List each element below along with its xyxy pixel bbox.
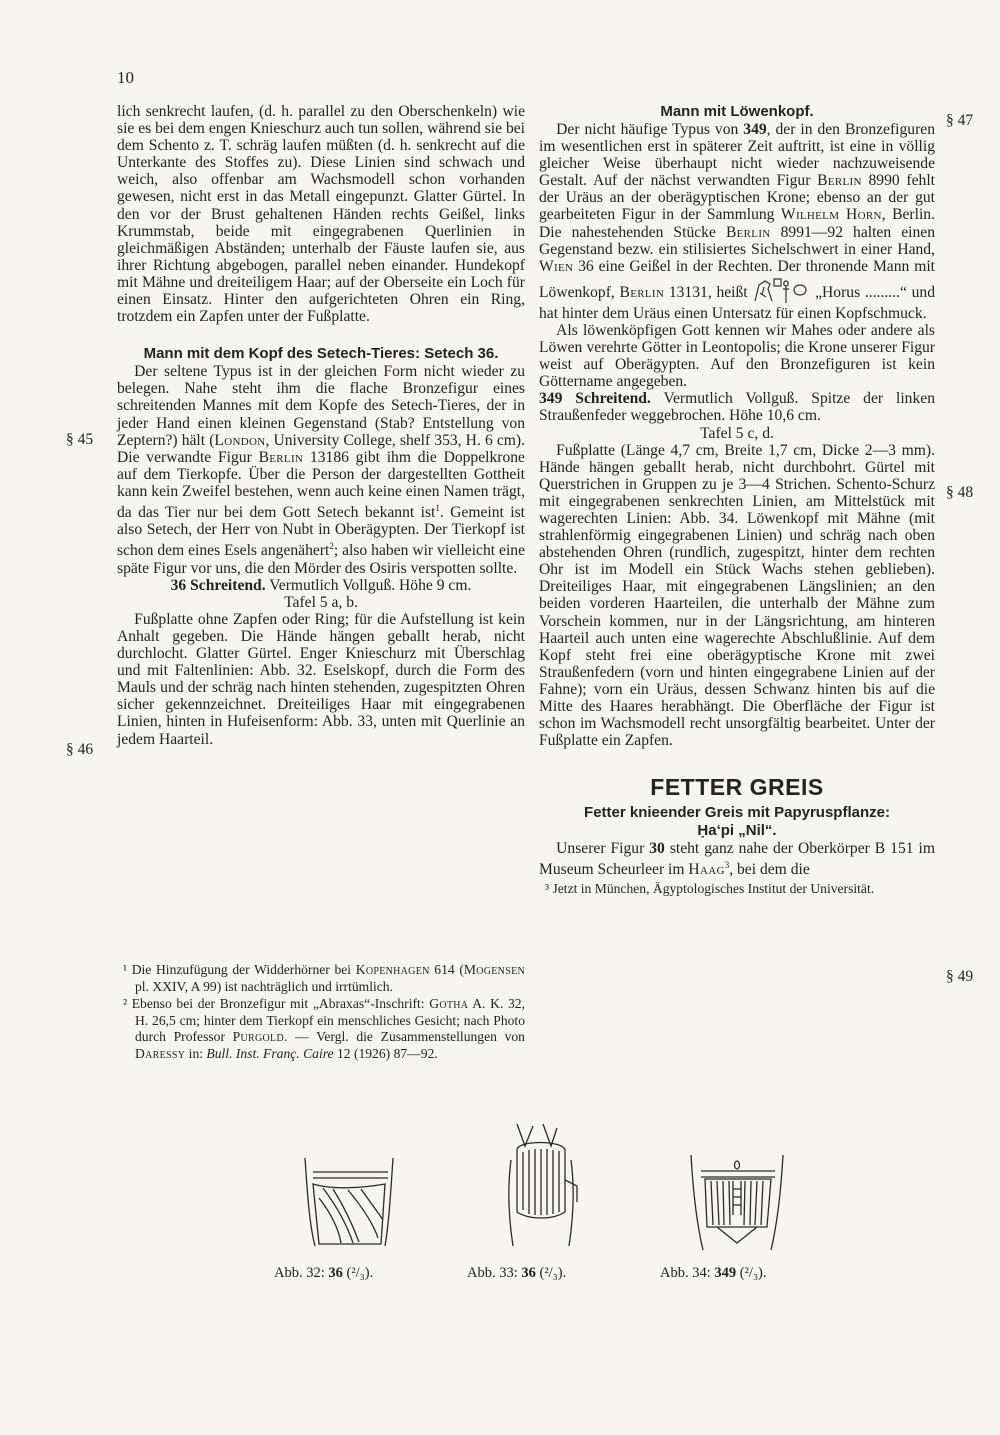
paragraph: Der seltene Typus ist in der gleichen Form nicht wieder zu belegen. Nahe steht ihm die flache Bronzefigur eines schreitenden Mannes mit dem Kopfe des Setech-Tieres, der in jeder Hand einen kleinen Gegenstand (Stab? Entstellung von Zeptern?) hält (London, University College, shelf 353, H. 6 cm). Die verwandte Figur Berlin 13186 gibt ihm die Doppelkrone auf dem Tierkopfe. Über die Person der dargestellten Gottheit kann kein Zweifel bestehen, wenn auch keine einen Namen trägt, da das Tier nur bei dem Gott Setech bekannt ist$^1$. Gemeint ist also Setech, der Herr von Nubt in Oberägypten. Der Tierkopf ist schon dem eines Esels angenähert$^2$; also haben wir vielleicht eine späte Figur vor uns, die den Mörder des Osiris verspotten sollte. — [117, 363, 525, 577]
footnotes — [117, 962, 525, 1063]
section-heading-45: Mann mit dem Kopf des Setech-Tieres: Setech 36. — [143, 345, 499, 363]
section-marker-47: § 47 — [946, 112, 974, 129]
section-marker-49: § 49 — [946, 968, 974, 985]
figure-abb-34 — [683, 1145, 793, 1255]
caption-abb-32: Abb. 32: 36 (²/₃). — [274, 1265, 374, 1281]
hieroglyph-icon — [752, 275, 810, 305]
paragraph: Fußplatte (Länge 4,7 cm, Breite 1,7 cm, Dicke 2—3 mm). Hände hängen geballt herab, nicht durchbohrt. Gürtel mit Querstrichen in Gruppen zu je 3—4 Strichen. Schento-Schurz mit eingegrabenen senkrechten Linien, am Mittelstück mit wagerechten Linien: Abb. 34. Löwenkopf mit Mähne (mit strahlenförmig eingegrabenen Linien) und schräg nach oben abstehenden Ohren (rundlich, zugespitzt, hinter dem rechten Ohr ist im Modell ein Stück Wachs stehen geblieben). Dreiteiliges Haar, mit eingegrabenen Längslinien; an den beiden vorderen Haarteilen, die unterhalb der Mähne zum Vorschein kommen, nur in der Längsrichtung, am hinteren Haarteil auch unten eine wagerechte Abschlußlinie. Auf dem Kopf steht frei eine oberägyptische Krone mit zwei Straußenfedern (vorn und hinten eingegrabene Linien auf der Fahne); vorn ein Uräus, dessen Schwanz hinten bis auf die Mitte des Haares herabhängt. Die Oberfläche der Figur ist schon im Wachsmodell recht unsorgfältig bearbeitet. Unter der Fußplatte ein Zapfen. — [539, 441, 935, 750]
caption-abb-34: Abb. 34: 349 (²/₃). — [660, 1265, 767, 1281]
paragraph: lich senkrecht laufen, (d. h. parallel zu den Oberschenkeln) wie sie es bei dem engen Knieschurz auch tun sollen, während sie bei dem Schento z. T. schräg laufen müßten (d. h. senkrecht auf die Unterkante des Stoffes zu). Diese Linien sind schwach und weich, also offenbar am Wachsmodell schon vorhanden gewesen, nicht erst in das Metall eingepunzt. Glatter Gürtel. In den vor der Brust gehaltenen Händen rechts Geißel, links Krummstab, beide mit eingegrabenen Querlinien in gleichmäßigen Abständen; unterhalb der Fäuste laufen sie, aus ihrer Richtung abgebogen, parallel neben einander. Hundekopf mit Mähne und dreiteiligem Haar; auf der Oberseite ein Loch für einen Einsatz. Hinter den aufgerichteten Ohren ein Ring, trotzdem ein Zapfen unter der Fußplatte. — [117, 103, 525, 326]
footnote-2: ² Ebenso bei der Bronzefigur mit „Abraxas“-Inschrift: Gotha A. K. 32, H. 26,5 cm; hinter dem Tierkopf ein menschliches Gesicht; nach Photo durch Professor Purgold. — Vergl. die Zusammenstellungen von Daressy in: Bull. Inst. Franç. Caire 12 (1926) 87—92. — [123, 996, 525, 1061]
chapter-title: FETTER GREIS — [650, 774, 824, 801]
figure-abb-32 — [293, 1148, 413, 1248]
paragraph: Der nicht häufige Typus von 349, der in den Bronzefiguren im wesentlichen erst in späterer Zeit auftritt, ist eine in völlig gleicher Weise überhaupt nicht wieder nachzuweisende Gestalt. Auf der nächst verwandten Figur Berlin 8990 fehlt der Uräus an der oberägyptischen Krone; ebenso an der gut gearbeiteten Figur in der Sammlung Wilhelm Horn, Berlin. Die nahestehenden Stücke Berlin 8991—92 halten einen Gegenstand bezw. ein stilisiertes Sichelschwert in einer Hand, Wien 36 eine Geißel in der Rechten. Der thronende Mann mit Löwenkopf, Berlin 13131, heißt „Horus .........“ und hat hinter dem Uräus einen Untersatz für einen Kopfschmuck. — [539, 121, 935, 322]
section-marker-46: § 46 — [66, 741, 94, 758]
footnote-3: ³ Jetzt in München, Ägyptologisches Institut der Universität. — [545, 880, 875, 896]
section-heading-47: Mann mit Löwenkopf. — [660, 103, 814, 120]
paragraph: Als löwenköpfigen Gott kennen wir Mahes oder andere als Löwen verehrte Götter in Leontopolis; die Krone unserer Figur weist auf Oberägypten. Auf den Bronzefiguren ist kein Göttername angegeben. 349 Schreitend. Vermutlich Vollguß. Spitze der linken Straußenfeder weggebrochen. Höhe 10,6 cm. — [539, 321, 935, 425]
plate-ref-349: Tafel 5 c, d. — [700, 424, 774, 442]
caption-abb-33: Abb. 33: 36 (²/₃). — [467, 1265, 567, 1281]
paragraph: Unserer Figur 30 steht ganz nahe der Oberkörper B 151 im Museum Scheurleer im Haag$^3$, bei dem die — [539, 840, 935, 879]
left-column — [117, 103, 525, 748]
paragraph: Fußplatte ohne Zapfen oder Ring; für die Aufstellung ist kein Anhalt gegeben. Die Hände hängen geballt herab, nicht durchlocht. Glatter Gürtel. Enger Knieschurz mit Überschlag und mit Faltenlinien: Abb. 32. Eselskopf, durch die Form des Mauls und der schräg nach hinten stehenden, zugespitzten Ohren sicher gekennzeichnet. Dreiteiliges Haar mit eingegrabenen Linien, hinten in Hufeisenform: Abb. 33, unten mit Querlinie an jedem Haarteil. — [117, 610, 525, 748]
figure-abb-33 — [503, 1120, 593, 1250]
right-column — [539, 103, 935, 897]
section-marker-48: § 48 — [946, 484, 974, 501]
entry-36: 36 Schreitend. Vermutlich Vollguß. Höhe 9 cm. Tafel 5 a, b. — [170, 576, 472, 611]
footnote-1: ¹ Die Hinzufügung der Widderhörner bei Kopenhagen 614 (Mogensen pl. XXIV, A 99) ist nachträglich und irrtümlich. — [123, 962, 525, 994]
page-number: 10 — [117, 68, 134, 87]
section-heading-49: Fetter knieender Greis mit Papyruspflanze: Ḥa‘pi „Nil“. — [584, 804, 890, 840]
section-marker-45: § 45 — [66, 431, 94, 448]
